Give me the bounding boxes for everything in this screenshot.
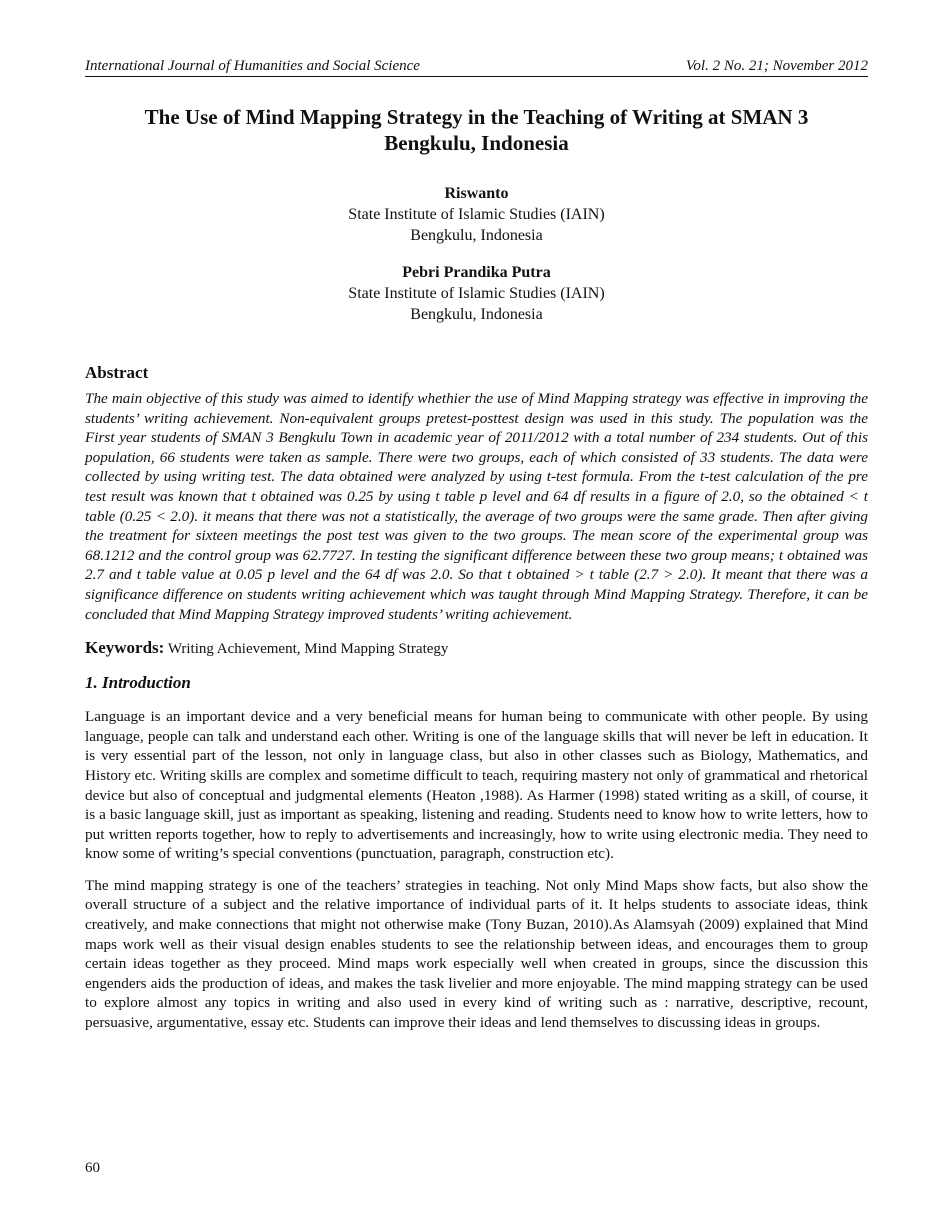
author-block-1 — [85, 183, 868, 246]
author-affiliation: State Institute of Islamic Studies (IAIN) — [348, 285, 605, 302]
running-header — [85, 56, 868, 77]
author-location: Bengkulu, Indonesia — [410, 227, 543, 244]
paragraph: The mind mapping strategy is one of the teachers’ strategies in teaching. Not only Mind Maps show facts, but also show the overall structure of a subject and the relative importance of individual parts of it. It helps students to associate ideas, think creatively, and make connections that might not otherwise make (Tony Buzan, 2010).As Alamsyah (2009) explained that Mind maps work well as their visual design enables students to see the relationship between ideas, and encourages them to group certain ideas together as they proceed. Mind maps work especially well when created in groups, since the discussion this engenders aids the production of ideas, and makes the task livelier and more enjoyable. The mind mapping strategy can be used to explore almost any topics in writing and also used in every kind of writing such as : narrative, descriptive, recount, persuasive, argumentative, essay etc. Students can improve their ideas and lend themselves to discussing ideas in groups. — [85, 876, 868, 1032]
keywords-label: Keywords: — [85, 638, 165, 658]
keywords-text: Writing Achievement, Mind Mapping Strategy — [167, 641, 449, 658]
journal-name: International Journal of Humanities and Social Science — [85, 58, 420, 74]
author-location: Bengkulu, Indonesia — [410, 306, 543, 323]
author-name: Riswanto — [444, 185, 509, 202]
page-number: 60 — [85, 1160, 100, 1176]
introduction-heading: 1. Introduction — [85, 673, 191, 693]
author-name: Pebri Prandika Putra — [402, 264, 551, 281]
abstract-text: The main objective of this study was aimed to identify whethier the use of Mind Mapping strategy was effective in improving the students’ writing achievement. Non-equivalent groups pretest-posttest design was used in this study. The population was the First year students of SMAN 3 Bengkulu Town in academic year of 2011/2012 with a total number of 234 students. Out of this population, 66 students were taken as sample. There were two groups, each of which consisted of 33 students. The data were collected by using writing test. The data obtained were analyzed by using t-test formula. From the t-test calculation of the pre test result was known that t obtained was 0.25 by using t table p level and 64 df results in a figure of 2.0, so the obtained < t table (0.25 < 2.0). it means that there was not a statistically, the average of two groups were the same grade. Then after giving the treatment for sixteen meetings the post test was given to the two groups. The mean score of the experimental group was 68.1212 and the control group was 62.7727. In testing the significant difference between these two group means; t obtained was 2.7 and t table value at 0.05 p level and the 64 df was 2.0. So that t obtained > t table (2.7 > 2.0). It meant that there was a significance difference on students writing achievement which was taught through Mind Mapping Strategy. Therefore, it can be concluded that Mind Mapping Strategy improved students’ writing achievement. — [85, 390, 868, 623]
title-line-2: Bengkulu, Indonesia — [384, 131, 569, 155]
abstract-heading: Abstract — [85, 363, 149, 382]
author-block-2 — [85, 262, 868, 325]
paragraph: Language is an important device and a very beneficial means for human being to communicate with other people. By using language, people can talk and understand each other. Writing is one of the language skills that will never be left in education. It is very essential part of the lesson, not only in language class, but also in other classes such as Biology, Mathematics, and History etc. Writing skills are complex and sometime difficult to teach, requiring mastery not only of grammatical and rhetorical device but also of conceptual and judgmental elements (Heaton ,1988). As Harmer (1998) stated writing as a skill, of course, it is a basic language skill, just as important as speaking, listening and reading. Students need to know how to write letters, how to put written reports together, how to reply to advertisements and increasingly, how to write using electronic media. They need to know some of writing’s special conventions (punctuation, paragraph, construction etc). — [85, 708, 868, 863]
keywords-line — [85, 638, 868, 659]
author-affiliation: State Institute of Islamic Studies (IAIN) — [348, 206, 605, 223]
paper-page — [85, 56, 868, 1033]
title-line-1: The Use of Mind Mapping Strategy in the Teaching of Writing at SMAN 3 — [144, 105, 809, 129]
volume-info: Vol. 2 No. 21; November 2012 — [685, 58, 868, 74]
paper-title — [85, 104, 868, 156]
